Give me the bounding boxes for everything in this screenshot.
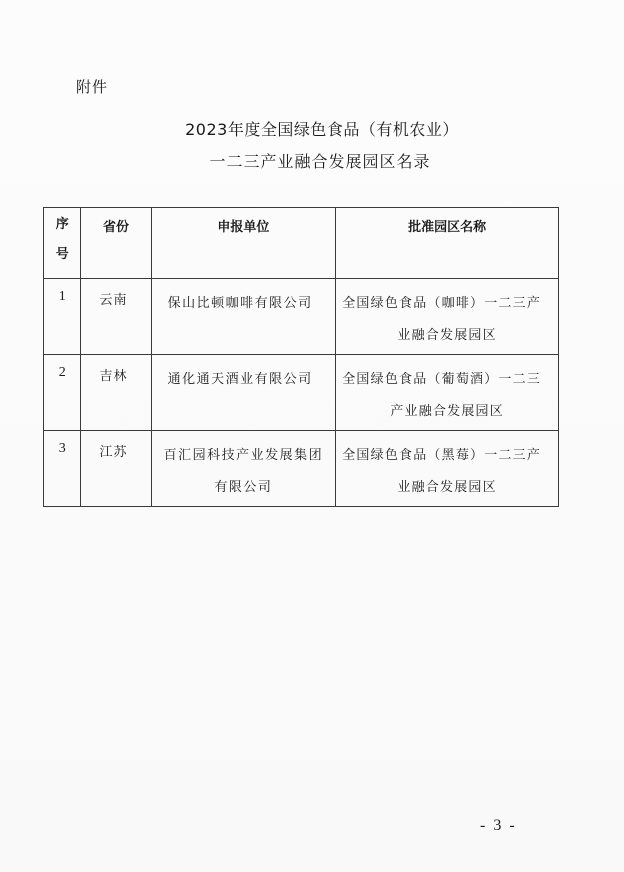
header-serial-number — [44, 208, 81, 279]
row-approved-park — [336, 355, 559, 431]
header-serial-line1: 序 — [55, 217, 69, 232]
row-serial-number: 1 — [44, 279, 81, 355]
table-row — [44, 355, 559, 431]
row-park-line1: 全国绿色食品（葡萄酒）一二三 — [342, 372, 542, 387]
row-unit-line1: 百汇园科技产业发展集团 — [163, 448, 324, 463]
row-unit-line1: 保山比顿咖啡有限公司 — [167, 296, 313, 311]
page-number: - 3 - — [480, 817, 517, 834]
header-approved-park: 批准园区名称 — [336, 208, 559, 279]
roster-table — [43, 207, 559, 507]
row-serial-number: 3 — [44, 431, 81, 507]
attachment-label: 附件 — [76, 78, 109, 96]
header-province: 省份 — [81, 208, 151, 279]
row-applicant-unit — [151, 431, 336, 507]
header-applicant-unit: 申报单位 — [151, 208, 336, 279]
document-title-line1: 2023年度全国绿色食品（有机农业） — [185, 120, 459, 139]
document-title-line2: 一二三产业融合发展园区名录 — [209, 152, 431, 171]
row-park-line2: 业融合发展园区 — [397, 328, 497, 343]
row-province: 云南 — [81, 279, 151, 355]
row-approved-park — [336, 279, 559, 355]
row-approved-park — [336, 431, 559, 507]
row-applicant-unit — [151, 279, 336, 355]
header-serial-line2: 号 — [55, 247, 69, 262]
table-header-row — [44, 208, 559, 279]
row-province: 江苏 — [81, 431, 151, 507]
row-park-line2: 产业融合发展园区 — [390, 404, 504, 419]
row-province: 吉林 — [81, 355, 151, 431]
table-row — [44, 279, 559, 355]
row-park-line1: 全国绿色食品（黑莓）一二三产 — [342, 448, 542, 463]
row-park-line2: 业融合发展园区 — [397, 480, 497, 495]
row-park-line1: 全国绿色食品（咖啡）一二三产 — [342, 296, 542, 311]
row-applicant-unit — [151, 355, 336, 431]
row-unit-line1: 通化通天酒业有限公司 — [167, 372, 313, 387]
table-row — [44, 431, 559, 507]
row-unit-line2: 有限公司 — [214, 480, 273, 495]
row-serial-number: 2 — [44, 355, 81, 431]
